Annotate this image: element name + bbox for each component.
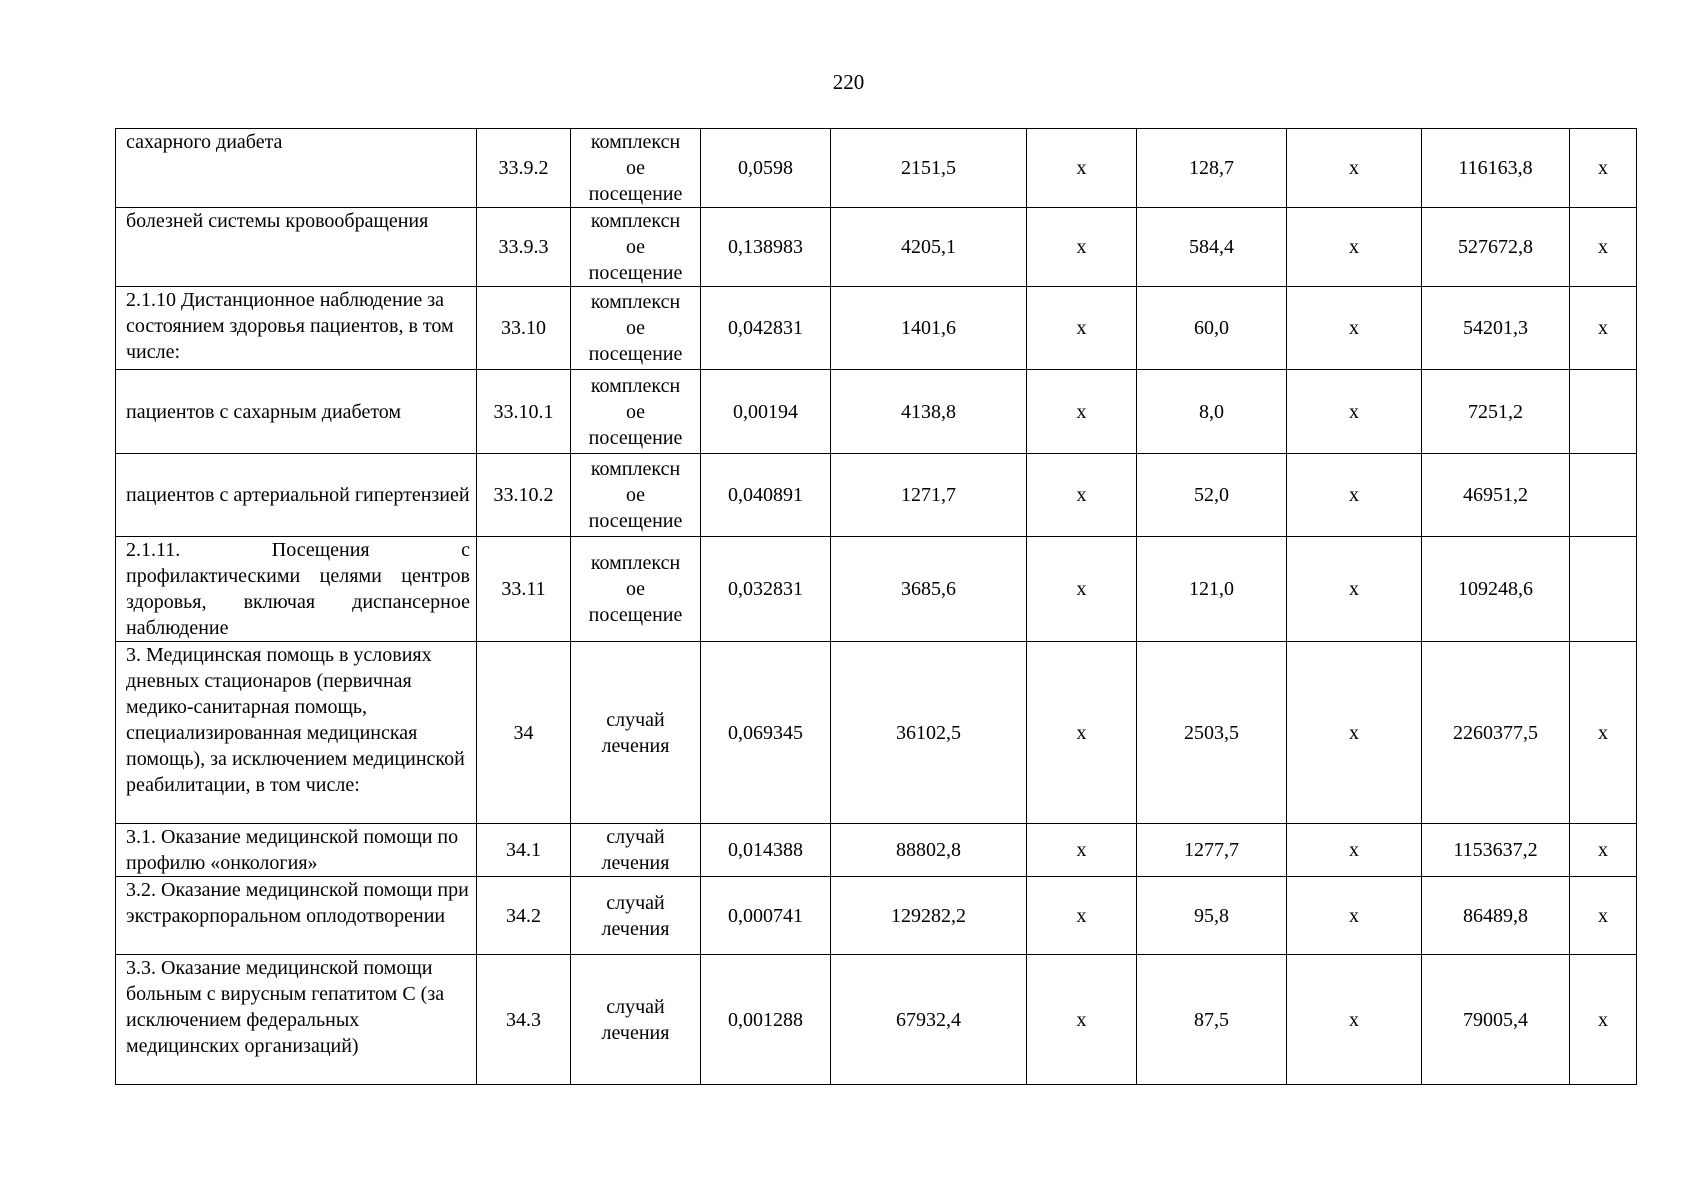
cell-cost: 129282,2 xyxy=(831,877,1027,955)
cell-code: 33.10 xyxy=(477,287,571,370)
cell-col8: x xyxy=(1287,642,1422,824)
cell-cost: 1271,7 xyxy=(831,454,1027,537)
table-row xyxy=(116,454,1637,537)
cell-col7: 128,7 xyxy=(1137,129,1287,208)
table-row xyxy=(116,208,1637,287)
cell-code: 34 xyxy=(477,642,571,824)
cell-cost: 4138,8 xyxy=(831,370,1027,454)
cell-col6: x xyxy=(1027,454,1137,537)
cell-col6: x xyxy=(1027,824,1137,877)
cell-code: 34.3 xyxy=(477,955,571,1085)
cell-col8: x xyxy=(1287,370,1422,454)
cell-name: пациентов с сахарным диабетом xyxy=(116,370,477,454)
cell-unit: случай лечения xyxy=(571,824,701,877)
table-row xyxy=(116,537,1637,642)
cell-col10: x xyxy=(1570,824,1637,877)
cell-col9: 54201,3 xyxy=(1422,287,1570,370)
cell-name: 2.1.11. Посещения с профилактическими целями центров здоровья, включая диспансерное наблюдение xyxy=(116,537,477,642)
cell-name: 3.3. Оказание медицинской помощи больным с вирусным гепатитом C (за исключением федеральных медицинских организаций) xyxy=(116,955,477,1085)
cell-code: 33.9.2 xyxy=(477,129,571,208)
cell-cost: 2151,5 xyxy=(831,129,1027,208)
cell-col10: x xyxy=(1570,642,1637,824)
cell-unit: случай лечения xyxy=(571,955,701,1085)
cell-col6: x xyxy=(1027,537,1137,642)
cell-unit: комплексн ое посещение xyxy=(571,370,701,454)
cell-norm: 0,138983 xyxy=(701,208,831,287)
cell-code: 33.10.1 xyxy=(477,370,571,454)
cell-norm: 0,042831 xyxy=(701,287,831,370)
cell-col8: x xyxy=(1287,454,1422,537)
cell-norm: 0,0598 xyxy=(701,129,831,208)
cell-col10 xyxy=(1570,537,1637,642)
cell-col6: x xyxy=(1027,877,1137,955)
cell-col10 xyxy=(1570,454,1637,537)
cell-cost: 1401,6 xyxy=(831,287,1027,370)
cell-name: сахарного диабета xyxy=(116,129,477,208)
cell-col10: x xyxy=(1570,208,1637,287)
cell-unit: комплексн ое посещение xyxy=(571,537,701,642)
cell-name: 3.2. Оказание медицинской помощи при экстракорпоральном оплодотворении xyxy=(116,877,477,955)
cell-unit: комплексн ое посещение xyxy=(571,129,701,208)
cell-norm: 0,069345 xyxy=(701,642,831,824)
cell-col10: x xyxy=(1570,129,1637,208)
cell-norm: 0,00194 xyxy=(701,370,831,454)
table-row xyxy=(116,642,1637,824)
cell-col8: x xyxy=(1287,208,1422,287)
cell-col7: 584,4 xyxy=(1137,208,1287,287)
cell-col8: x xyxy=(1287,824,1422,877)
cell-col7: 1277,7 xyxy=(1137,824,1287,877)
cell-col8: x xyxy=(1287,129,1422,208)
cell-col9: 109248,6 xyxy=(1422,537,1570,642)
cell-col10: x xyxy=(1570,877,1637,955)
cell-name: 3. Медицинская помощь в условиях дневных стационаров (первичная медико-санитарная помощь, специализированная медицинская помощь), за исключением медицинской реабилитации, в том числе: xyxy=(116,642,477,824)
cell-code: 34.2 xyxy=(477,877,571,955)
cell-unit: комплексн ое посещение xyxy=(571,454,701,537)
cell-code: 33.11 xyxy=(477,537,571,642)
cell-name: болезней системы кровообращения xyxy=(116,208,477,287)
table-row xyxy=(116,955,1637,1085)
cell-cost: 3685,6 xyxy=(831,537,1027,642)
cell-cost: 88802,8 xyxy=(831,824,1027,877)
cell-col10: x xyxy=(1570,955,1637,1085)
cell-col8: x xyxy=(1287,877,1422,955)
cell-unit: комплексн ое посещение xyxy=(571,208,701,287)
cell-code: 33.10.2 xyxy=(477,454,571,537)
cell-col7: 95,8 xyxy=(1137,877,1287,955)
cell-norm: 0,014388 xyxy=(701,824,831,877)
cell-norm: 0,032831 xyxy=(701,537,831,642)
cell-col6: x xyxy=(1027,129,1137,208)
page-number: 220 xyxy=(832,70,865,94)
cell-col9: 527672,8 xyxy=(1422,208,1570,287)
cell-col9: 116163,8 xyxy=(1422,129,1570,208)
cell-col8: x xyxy=(1287,287,1422,370)
table-row xyxy=(116,877,1637,955)
cell-col9: 79005,4 xyxy=(1422,955,1570,1085)
cell-col8: x xyxy=(1287,955,1422,1085)
cell-col10 xyxy=(1570,370,1637,454)
cell-col6: x xyxy=(1027,287,1137,370)
cell-code: 33.9.3 xyxy=(477,208,571,287)
cell-col7: 2503,5 xyxy=(1137,642,1287,824)
cell-norm: 0,001288 xyxy=(701,955,831,1085)
cell-cost: 36102,5 xyxy=(831,642,1027,824)
cell-col7: 8,0 xyxy=(1137,370,1287,454)
cell-col7: 121,0 xyxy=(1137,537,1287,642)
table-row xyxy=(116,129,1637,208)
cell-name: 2.1.10 Дистанционное наблюдение за состоянием здоровья пациентов, в том числе: xyxy=(116,287,477,370)
cell-col7: 52,0 xyxy=(1137,454,1287,537)
cell-name: пациентов с артериальной гипертензией xyxy=(116,454,477,537)
cell-cost: 67932,4 xyxy=(831,955,1027,1085)
cell-unit: случай лечения xyxy=(571,642,701,824)
cell-col9: 2260377,5 xyxy=(1422,642,1570,824)
cell-unit: комплексн ое посещение xyxy=(571,287,701,370)
cell-norm: 0,040891 xyxy=(701,454,831,537)
cell-col9: 7251,2 xyxy=(1422,370,1570,454)
cell-col6: x xyxy=(1027,642,1137,824)
data-table xyxy=(115,128,1637,1085)
cell-col7: 87,5 xyxy=(1137,955,1287,1085)
cell-name: 3.1. Оказание медицинской помощи по профилю «онкология» xyxy=(116,824,477,877)
cell-col8: x xyxy=(1287,537,1422,642)
cell-col7: 60,0 xyxy=(1137,287,1287,370)
cell-col9: 46951,2 xyxy=(1422,454,1570,537)
cell-col9: 1153637,2 xyxy=(1422,824,1570,877)
table-row xyxy=(116,824,1637,877)
table-row xyxy=(116,370,1637,454)
cell-col9: 86489,8 xyxy=(1422,877,1570,955)
cell-unit: случай лечения xyxy=(571,877,701,955)
cell-col6: x xyxy=(1027,955,1137,1085)
table-row xyxy=(116,287,1637,370)
cell-col6: x xyxy=(1027,370,1137,454)
cell-norm: 0,000741 xyxy=(701,877,831,955)
cell-code: 34.1 xyxy=(477,824,571,877)
cell-col10: x xyxy=(1570,287,1637,370)
cell-cost: 4205,1 xyxy=(831,208,1027,287)
cell-col6: x xyxy=(1027,208,1137,287)
